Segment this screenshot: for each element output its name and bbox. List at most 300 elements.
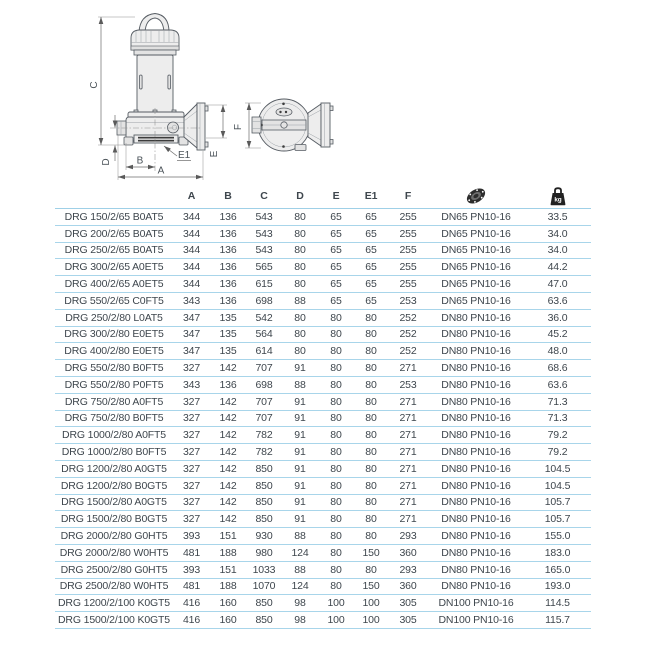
header-b: B: [210, 184, 246, 209]
cell-flange: DN80 PN10-16: [428, 343, 524, 360]
cell-b: 151: [210, 561, 246, 578]
table-row: [55, 427, 591, 444]
cell-weight: 63.6: [524, 376, 591, 393]
cell-f: 360: [388, 578, 428, 595]
cell-flange: DN100 PN10-16: [428, 595, 524, 612]
cell-flange: DN80 PN10-16: [428, 477, 524, 494]
header-a: A: [173, 184, 210, 209]
cell-b: 135: [210, 326, 246, 343]
cell-c: 850: [246, 477, 282, 494]
cell-e: 100: [318, 612, 354, 629]
cell-d: 91: [282, 360, 318, 377]
cell-flange: DN80 PN10-16: [428, 427, 524, 444]
table-row: [55, 477, 591, 494]
cell-flange: DN80 PN10-16: [428, 544, 524, 561]
cell-a: 393: [173, 528, 210, 545]
cell-d: 91: [282, 444, 318, 461]
cell-flange: DN80 PN10-16: [428, 561, 524, 578]
cell-d: 88: [282, 376, 318, 393]
cell-model: DRG 400/2/80 E0ET5: [55, 343, 173, 360]
cell-e1: 80: [354, 410, 388, 427]
cell-e: 80: [318, 477, 354, 494]
cell-d: 91: [282, 427, 318, 444]
cell-e: 80: [318, 309, 354, 326]
cell-a: 416: [173, 612, 210, 629]
cell-c: 698: [246, 292, 282, 309]
table-row: [55, 561, 591, 578]
cell-a: 343: [173, 376, 210, 393]
cell-flange: DN65 PN10-16: [428, 209, 524, 226]
cell-model: DRG 1000/2/80 B0FT5: [55, 444, 173, 461]
pump-discharge-flange: [197, 103, 205, 150]
cell-e1: 100: [354, 612, 388, 629]
cell-f: 271: [388, 360, 428, 377]
cell-f: 271: [388, 460, 428, 477]
cell-e: 80: [318, 578, 354, 595]
table-row: [55, 410, 591, 427]
cell-b: 136: [210, 376, 246, 393]
cell-e: 80: [318, 376, 354, 393]
cell-a: 481: [173, 544, 210, 561]
cell-c: 564: [246, 326, 282, 343]
cell-weight: 183.0: [524, 544, 591, 561]
dim-label-d: D: [101, 158, 112, 166]
cell-weight: 193.0: [524, 578, 591, 595]
cell-flange: DN80 PN10-16: [428, 360, 524, 377]
cell-b: 142: [210, 444, 246, 461]
table-row: [55, 276, 591, 293]
cell-f: 271: [388, 427, 428, 444]
cell-model: DRG 300/2/80 E0ET5: [55, 326, 173, 343]
cell-weight: 105.7: [524, 494, 591, 511]
cell-b: 151: [210, 528, 246, 545]
cell-c: 707: [246, 393, 282, 410]
cell-weight: 48.0: [524, 343, 591, 360]
cell-e: 80: [318, 544, 354, 561]
cell-f: 255: [388, 259, 428, 276]
cell-c: 850: [246, 494, 282, 511]
cell-f: 252: [388, 309, 428, 326]
pump-dimensional-drawing: [60, 5, 370, 190]
cell-d: 88: [282, 561, 318, 578]
table-row: [55, 511, 591, 528]
cell-f: 305: [388, 595, 428, 612]
table-row: [55, 209, 591, 226]
cell-c: 543: [246, 225, 282, 242]
cell-b: 136: [210, 209, 246, 226]
cell-d: 91: [282, 393, 318, 410]
cell-d: 91: [282, 494, 318, 511]
cell-model: DRG 550/2/80 B0FT5: [55, 360, 173, 377]
cell-f: 305: [388, 612, 428, 629]
cell-b: 142: [210, 427, 246, 444]
cell-weight: 115.7: [524, 612, 591, 629]
cell-flange: DN65 PN10-16: [428, 292, 524, 309]
cell-weight: 45.2: [524, 326, 591, 343]
cell-e: 65: [318, 292, 354, 309]
cell-c: 565: [246, 259, 282, 276]
cell-weight: 165.0: [524, 561, 591, 578]
cell-f: 293: [388, 528, 428, 545]
cell-e1: 80: [354, 360, 388, 377]
cell-b: 135: [210, 309, 246, 326]
cell-b: 136: [210, 225, 246, 242]
cell-model: DRG 550/2/80 P0FT5: [55, 376, 173, 393]
cell-d: 124: [282, 578, 318, 595]
cell-e1: 65: [354, 259, 388, 276]
cell-e1: 80: [354, 561, 388, 578]
cell-weight: 68.6: [524, 360, 591, 377]
cell-e1: 80: [354, 326, 388, 343]
cell-model: DRG 1000/2/80 A0FT5: [55, 427, 173, 444]
cell-f: 255: [388, 276, 428, 293]
cell-c: 1033: [246, 561, 282, 578]
table-row: [55, 292, 591, 309]
cell-model: DRG 2000/2/80 G0HT5: [55, 528, 173, 545]
table-row: [55, 494, 591, 511]
dim-label-a: A: [157, 165, 165, 177]
table-row: [55, 528, 591, 545]
dim-label-f: F: [233, 123, 244, 131]
header-c: C: [246, 184, 282, 209]
cell-weight: 34.0: [524, 242, 591, 259]
cell-b: 142: [210, 360, 246, 377]
cell-c: 698: [246, 376, 282, 393]
table-row: [55, 544, 591, 561]
cell-flange: DN80 PN10-16: [428, 309, 524, 326]
cell-e: 65: [318, 276, 354, 293]
cell-b: 142: [210, 477, 246, 494]
table-row: [55, 242, 591, 259]
cell-e1: 65: [354, 209, 388, 226]
cell-c: 850: [246, 511, 282, 528]
cell-a: 327: [173, 460, 210, 477]
cell-e: 80: [318, 427, 354, 444]
cell-f: 252: [388, 326, 428, 343]
cell-f: 252: [388, 343, 428, 360]
cell-weight: 63.6: [524, 292, 591, 309]
header-e: E: [318, 184, 354, 209]
cell-b: 142: [210, 410, 246, 427]
cell-model: DRG 1500/2/100 K0GT5: [55, 612, 173, 629]
cell-a: 327: [173, 360, 210, 377]
cell-c: 615: [246, 276, 282, 293]
cell-b: 135: [210, 343, 246, 360]
cell-e1: 80: [354, 494, 388, 511]
cell-a: 327: [173, 427, 210, 444]
cell-a: 344: [173, 209, 210, 226]
cell-flange: DN80 PN10-16: [428, 376, 524, 393]
cell-b: 136: [210, 259, 246, 276]
cell-model: DRG 750/2/80 B0FT5: [55, 410, 173, 427]
cell-weight: 36.0: [524, 309, 591, 326]
cell-d: 80: [282, 225, 318, 242]
cell-e: 80: [318, 393, 354, 410]
cell-e: 80: [318, 511, 354, 528]
cell-a: 344: [173, 276, 210, 293]
cell-b: 188: [210, 578, 246, 595]
table-row: [55, 343, 591, 360]
cell-a: 327: [173, 410, 210, 427]
cell-d: 91: [282, 460, 318, 477]
cell-c: 850: [246, 460, 282, 477]
dimensions-table: [55, 184, 591, 629]
cell-a: 347: [173, 326, 210, 343]
cell-d: 80: [282, 326, 318, 343]
cell-f: 271: [388, 477, 428, 494]
cell-weight: 44.2: [524, 259, 591, 276]
cell-e1: 80: [354, 528, 388, 545]
header-weight: [524, 184, 591, 209]
cell-model: DRG 1500/2/80 A0GT5: [55, 494, 173, 511]
header-f: F: [388, 184, 428, 209]
cell-model: DRG 200/2/65 B0AT5: [55, 225, 173, 242]
table-row: [55, 225, 591, 242]
cell-a: 327: [173, 511, 210, 528]
cell-weight: 71.3: [524, 393, 591, 410]
cell-b: 136: [210, 242, 246, 259]
cell-d: 98: [282, 612, 318, 629]
cell-c: 542: [246, 309, 282, 326]
cell-e1: 80: [354, 309, 388, 326]
cell-f: 255: [388, 209, 428, 226]
dim-label-e: E: [209, 150, 220, 158]
cell-d: 91: [282, 511, 318, 528]
cell-flange: DN100 PN10-16: [428, 612, 524, 629]
cell-model: DRG 1200/2/80 A0GT5: [55, 460, 173, 477]
cell-c: 850: [246, 612, 282, 629]
table-row: [55, 326, 591, 343]
cell-weight: 71.3: [524, 410, 591, 427]
cell-e: 80: [318, 410, 354, 427]
cell-c: 614: [246, 343, 282, 360]
weight-kg-icon: [548, 185, 568, 207]
cell-d: 80: [282, 276, 318, 293]
cell-e: 80: [318, 494, 354, 511]
table-row: [55, 393, 591, 410]
cell-b: 136: [210, 292, 246, 309]
cell-a: 344: [173, 242, 210, 259]
cell-e: 100: [318, 595, 354, 612]
cell-e1: 65: [354, 292, 388, 309]
cell-b: 160: [210, 612, 246, 629]
cell-e: 80: [318, 360, 354, 377]
cell-e1: 80: [354, 343, 388, 360]
cell-e: 80: [318, 444, 354, 461]
cell-weight: 104.5: [524, 477, 591, 494]
cell-flange: DN80 PN10-16: [428, 393, 524, 410]
cell-f: 255: [388, 225, 428, 242]
cell-flange: DN65 PN10-16: [428, 242, 524, 259]
cell-f: 253: [388, 376, 428, 393]
cell-e1: 65: [354, 225, 388, 242]
header-e1: E1: [354, 184, 388, 209]
cell-e: 65: [318, 259, 354, 276]
pump-top-view: [252, 99, 333, 151]
cell-flange: DN80 PN10-16: [428, 578, 524, 595]
cell-c: 543: [246, 209, 282, 226]
cell-b: 142: [210, 494, 246, 511]
cell-flange: DN80 PN10-16: [428, 326, 524, 343]
cell-weight: 114.5: [524, 595, 591, 612]
cell-e: 65: [318, 225, 354, 242]
cell-weight: 105.7: [524, 511, 591, 528]
cell-a: 327: [173, 494, 210, 511]
cell-flange: DN80 PN10-16: [428, 528, 524, 545]
cell-weight: 79.2: [524, 444, 591, 461]
cell-weight: 34.0: [524, 225, 591, 242]
cell-model: DRG 1200/2/100 K0GT5: [55, 595, 173, 612]
cell-e: 80: [318, 460, 354, 477]
cell-e1: 150: [354, 578, 388, 595]
table-row: [55, 259, 591, 276]
cell-b: 142: [210, 511, 246, 528]
cell-c: 930: [246, 528, 282, 545]
cell-f: 271: [388, 393, 428, 410]
cell-a: 347: [173, 343, 210, 360]
cell-c: 707: [246, 410, 282, 427]
cell-d: 80: [282, 209, 318, 226]
table-row: [55, 376, 591, 393]
pump-front-view: [110, 14, 208, 172]
cell-f: 255: [388, 242, 428, 259]
cell-f: 253: [388, 292, 428, 309]
cell-d: 88: [282, 292, 318, 309]
cell-model: DRG 2500/2/80 G0HT5: [55, 561, 173, 578]
cell-f: 271: [388, 444, 428, 461]
table-body: [55, 209, 591, 629]
cell-a: 344: [173, 225, 210, 242]
dim-label-b: B: [136, 155, 144, 167]
cell-d: 80: [282, 309, 318, 326]
table-row: [55, 595, 591, 612]
cell-e: 80: [318, 343, 354, 360]
cell-e1: 80: [354, 477, 388, 494]
cell-flange: DN80 PN10-16: [428, 460, 524, 477]
cell-e1: 80: [354, 376, 388, 393]
cell-e1: 80: [354, 393, 388, 410]
svg-text:kg: kg: [553, 196, 562, 204]
cell-e1: 80: [354, 427, 388, 444]
cell-d: 91: [282, 410, 318, 427]
cell-flange: DN80 PN10-16: [428, 444, 524, 461]
cell-a: 327: [173, 477, 210, 494]
cell-weight: 33.5: [524, 209, 591, 226]
cell-e: 80: [318, 528, 354, 545]
header-model: [55, 184, 173, 209]
cell-model: DRG 400/2/65 A0ET5: [55, 276, 173, 293]
pump-handle: [139, 14, 169, 33]
cell-c: 980: [246, 544, 282, 561]
cell-weight: 79.2: [524, 427, 591, 444]
cell-model: DRG 750/2/80 A0FT5: [55, 393, 173, 410]
cell-f: 271: [388, 494, 428, 511]
cell-flange: DN65 PN10-16: [428, 225, 524, 242]
table-row: [55, 309, 591, 326]
cell-weight: 47.0: [524, 276, 591, 293]
header-d: D: [282, 184, 318, 209]
cell-f: 293: [388, 561, 428, 578]
cell-model: DRG 2500/2/80 W0HT5: [55, 578, 173, 595]
cell-weight: 155.0: [524, 528, 591, 545]
cell-a: 393: [173, 561, 210, 578]
cell-a: 327: [173, 444, 210, 461]
cell-e1: 100: [354, 595, 388, 612]
cell-a: 481: [173, 578, 210, 595]
cell-weight: 104.5: [524, 460, 591, 477]
dim-label-c: C: [89, 81, 100, 89]
cell-a: 343: [173, 292, 210, 309]
cell-c: 707: [246, 360, 282, 377]
cell-d: 88: [282, 528, 318, 545]
cell-f: 360: [388, 544, 428, 561]
dim-label-e1: E1: [178, 150, 191, 161]
cell-b: 188: [210, 544, 246, 561]
cell-b: 142: [210, 393, 246, 410]
cell-c: 850: [246, 595, 282, 612]
cell-d: 91: [282, 477, 318, 494]
table-row: [55, 360, 591, 377]
cell-d: 124: [282, 544, 318, 561]
cell-flange: DN80 PN10-16: [428, 494, 524, 511]
cell-model: DRG 150/2/65 B0AT5: [55, 209, 173, 226]
cell-d: 80: [282, 343, 318, 360]
cell-a: 347: [173, 309, 210, 326]
flange-icon: [463, 184, 489, 208]
cell-e1: 80: [354, 444, 388, 461]
cell-e1: 65: [354, 242, 388, 259]
cell-flange: DN80 PN10-16: [428, 410, 524, 427]
cell-model: DRG 2000/2/80 W0HT5: [55, 544, 173, 561]
cell-model: DRG 1200/2/80 B0GT5: [55, 477, 173, 494]
cell-b: 142: [210, 460, 246, 477]
header-flange: [428, 184, 524, 209]
cell-model: DRG 300/2/65 A0ET5: [55, 259, 173, 276]
cell-e: 80: [318, 561, 354, 578]
cell-b: 160: [210, 595, 246, 612]
cell-c: 782: [246, 444, 282, 461]
cell-e1: 150: [354, 544, 388, 561]
table-row: [55, 444, 591, 461]
cell-f: 271: [388, 511, 428, 528]
cell-b: 136: [210, 276, 246, 293]
cell-flange: DN65 PN10-16: [428, 259, 524, 276]
cell-flange: DN65 PN10-16: [428, 276, 524, 293]
cell-d: 80: [282, 259, 318, 276]
cell-model: DRG 550/2/65 C0FT5: [55, 292, 173, 309]
cell-model: DRG 250/2/80 L0AT5: [55, 309, 173, 326]
cell-d: 80: [282, 242, 318, 259]
table-row: [55, 578, 591, 595]
cell-c: 543: [246, 242, 282, 259]
table-header-row: [55, 184, 591, 209]
cell-e1: 65: [354, 276, 388, 293]
cell-e1: 80: [354, 511, 388, 528]
cell-c: 1070: [246, 578, 282, 595]
cell-flange: DN80 PN10-16: [428, 511, 524, 528]
table-row: [55, 460, 591, 477]
cell-e: 65: [318, 242, 354, 259]
cell-d: 98: [282, 595, 318, 612]
cell-e1: 80: [354, 460, 388, 477]
cell-a: 327: [173, 393, 210, 410]
cell-c: 782: [246, 427, 282, 444]
cell-model: DRG 1500/2/80 B0GT5: [55, 511, 173, 528]
cell-a: 344: [173, 259, 210, 276]
table-row: [55, 612, 591, 629]
cell-model: DRG 250/2/65 B0AT5: [55, 242, 173, 259]
cell-a: 416: [173, 595, 210, 612]
